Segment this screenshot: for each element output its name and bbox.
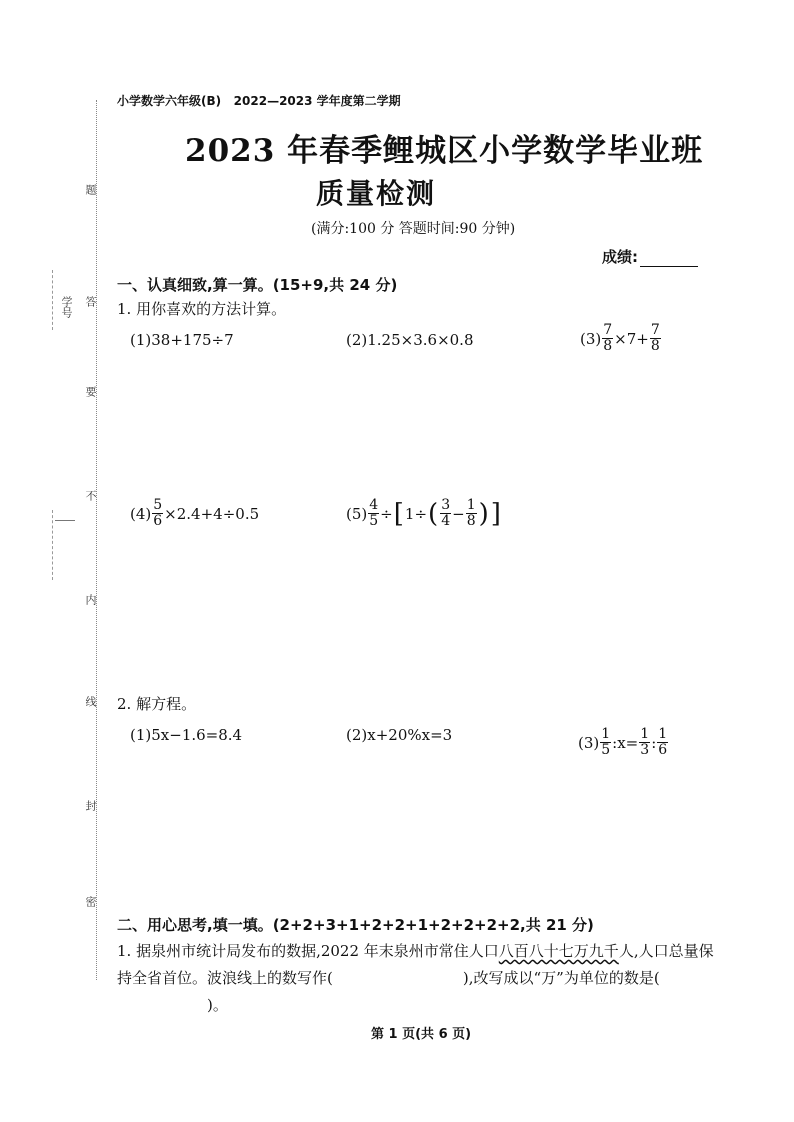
side-char-7: 封 xyxy=(84,800,97,811)
binding-dash-2 xyxy=(52,510,53,580)
calc-item-1 xyxy=(130,331,234,349)
right-bracket: ] xyxy=(490,498,501,529)
page-footer: 第 1 页(共 6 页) xyxy=(371,1027,472,1042)
s2-question-1 xyxy=(117,938,719,1019)
fraction-4-5: $\frac{4}{5}$ xyxy=(369,497,379,529)
score-blank[interactable] xyxy=(640,252,698,267)
calc-item-5-div: ÷ xyxy=(380,504,393,523)
score-label: 成绩: xyxy=(602,248,638,266)
exam-title: 2023 年春季鲤城区小学数学毕业班 xyxy=(185,133,704,169)
left-paren: ( xyxy=(428,498,439,529)
side-char-2: 答 xyxy=(84,296,97,307)
equation-item-2-text: (2)x+20%x=3 xyxy=(346,726,453,744)
equation-item-3 xyxy=(578,727,669,758)
calc-item-4-op: ×2.4+4÷0.5 xyxy=(164,504,260,523)
fraction-1-3: $\frac{1}{3}$ xyxy=(640,726,650,758)
calc-item-1-text: (1)38+175÷7 xyxy=(130,331,234,349)
calc-item-2 xyxy=(346,331,474,349)
calc-item-3 xyxy=(580,323,662,354)
wavy-underlined-number: 八百八十七万九千 xyxy=(498,942,619,960)
calc-item-3-op: ×7+ xyxy=(614,329,649,348)
q2-title: 2. 解方程。 xyxy=(117,695,197,713)
section2-heading: 二、用心思考,填一填。(2+2+3+1+2+2+1+2+2+2+2,共 21 分) xyxy=(117,916,594,934)
fraction-7-8: $\frac{7}{8}$ xyxy=(650,322,660,354)
fraction-7-8: $\frac{7}{8}$ xyxy=(603,322,613,354)
fraction-3-4: $\frac{3}{4}$ xyxy=(441,497,451,529)
fraction-1-5: $\frac{1}{5}$ xyxy=(601,726,611,758)
side-label-student-id: 学号 xyxy=(60,296,73,318)
term-name: 2022—2023 学年度第二学期 xyxy=(233,94,401,108)
calc-item-4 xyxy=(130,498,259,529)
s2-q1-text-d: )。 xyxy=(207,996,228,1014)
course-header xyxy=(117,92,401,109)
equation-item-1 xyxy=(130,726,242,744)
right-paren: ) xyxy=(478,498,489,529)
calc-item-5-label: (5) xyxy=(346,504,368,523)
ratio-op-1: :x= xyxy=(612,733,639,752)
calc-item-5-inner: 1÷ xyxy=(404,504,428,523)
calc-item-4-label: (4) xyxy=(130,504,152,523)
fraction-5-6: $\frac{5}{6}$ xyxy=(153,497,163,529)
left-bracket: [ xyxy=(393,498,404,529)
calc-item-2-text: (2)1.25×3.6×0.8 xyxy=(346,331,474,349)
calc-item-3-label: (3) xyxy=(580,329,602,348)
exam-subtitle: (满分:100 分 答题时间:90 分钟) xyxy=(311,221,516,237)
side-char-5: 内 xyxy=(84,594,97,605)
section1-heading: 一、认真细致,算一算。(15+9,共 24 分) xyxy=(117,276,398,294)
equation-item-2 xyxy=(346,726,452,744)
q1-title: 1. 用你喜欢的方法计算。 xyxy=(117,300,287,318)
s2-q1-text-c: ),改写成以“万”为单位的数是( xyxy=(462,969,660,987)
side-char-4: 不 xyxy=(84,490,97,501)
side-char-3: 要 xyxy=(84,386,97,397)
exam-title-line2: 质量检测 xyxy=(316,177,437,210)
side-char-1: 题 xyxy=(84,184,97,195)
minus-sign: − xyxy=(452,504,465,523)
equation-item-1-text: (1)5x−1.6=8.4 xyxy=(130,726,243,744)
s2-q1-text-b: 人,人口总量保持全省首位。波浪线上的数写作( xyxy=(117,942,714,987)
ratio-op-2: : xyxy=(651,733,657,752)
side-char-6: 线 xyxy=(84,696,97,707)
side-char-8: 密 xyxy=(84,896,97,907)
equation-item-3-label: (3) xyxy=(578,733,600,752)
binding-dash-1 xyxy=(52,270,53,330)
fraction-1-6: $\frac{1}{6}$ xyxy=(658,726,668,758)
course-name: 小学数学六年级(B) xyxy=(117,94,222,108)
calc-item-5 xyxy=(346,498,502,529)
score-field[interactable] xyxy=(602,246,698,267)
s2-q1-text-a: 1. 据泉州市统计局发布的数据,2022 年末泉州市常住人口 xyxy=(117,942,499,960)
fraction-1-8: $\frac{1}{8}$ xyxy=(466,497,476,529)
name-blank-line xyxy=(55,520,75,521)
binding-dotted-line xyxy=(96,100,97,980)
